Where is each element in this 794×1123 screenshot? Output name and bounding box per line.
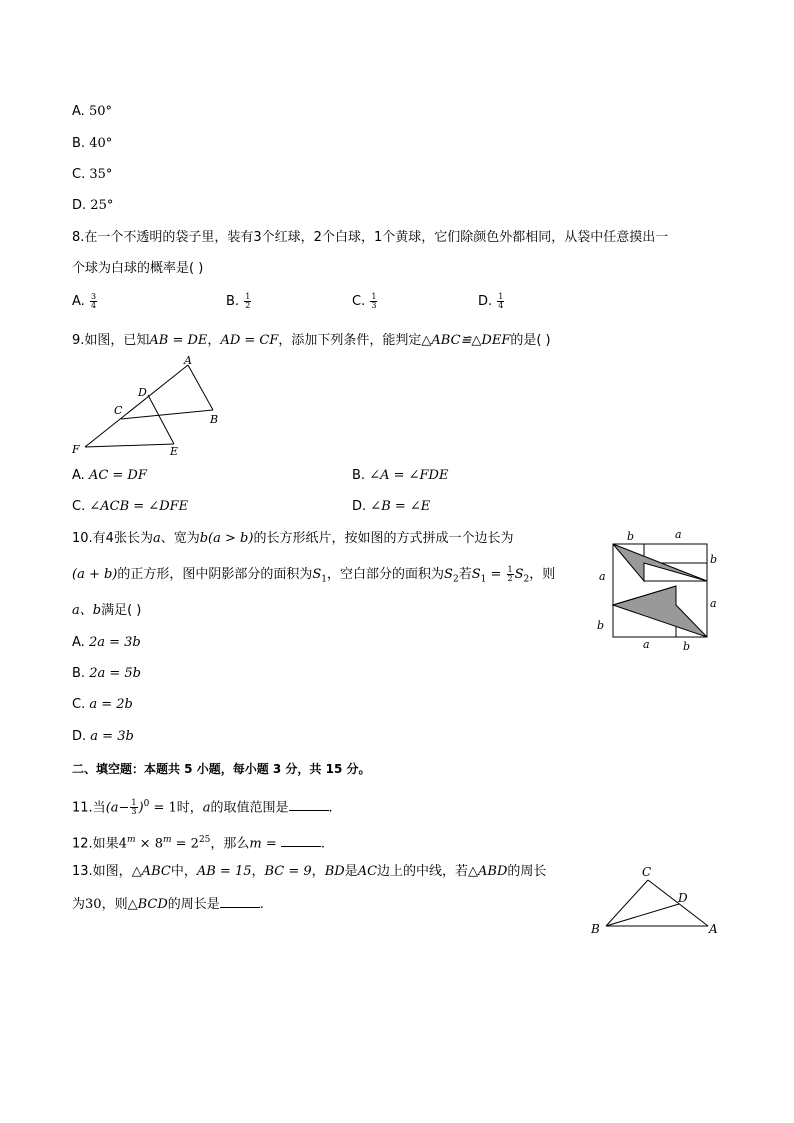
q10-stem-line1: 10.有4张长为a、宽为b(a > b)的长方形纸片，按如图的方式拼成一个边长为 (72, 531, 514, 546)
q10-label-left-b: b (597, 619, 605, 632)
q9-triangle-figure (68, 354, 228, 460)
q8-stem-line1: 8.在一个不透明的袋子里，装有3个红球，2个白球，1个黄球，它们除颜色外都相同，从袋中任意摸出一 (72, 230, 669, 245)
q12-answer-blank[interactable] (281, 834, 321, 847)
q9-option-b: B. ∠A = ∠FDE (352, 468, 449, 483)
q7-option-c: C. 35° (72, 167, 113, 182)
q9-label-f: F (72, 443, 80, 456)
q10-option-b: B. 2a = 5b (72, 666, 141, 681)
q10-label-right-b: b (710, 553, 718, 566)
q8-option-d: D. $\frac{1}{4}$ (478, 292, 504, 310)
q13-label-a: A (709, 922, 718, 936)
q10-label-top-a: a (675, 528, 682, 541)
section-2-title: 二、填空题：本题共 5 小题，每小题 3 分，共 15 分。 (72, 762, 371, 776)
q10-stem-line3: a、b满足( ) (72, 603, 142, 618)
q9-option-a: A. AC = DF (72, 468, 147, 483)
q13-stem-line2: 为30，则△BCD的周长是 . (72, 897, 264, 912)
q11-stem: 11.当(a− $\frac{1}{3}$ )$^0$ = 1时，a的取值范围是 . (72, 798, 333, 817)
q10-label-left-a: a (599, 570, 606, 583)
q8-option-b: B. $\frac{1}{2}$ (226, 292, 251, 310)
q7-option-b: B. 40° (72, 136, 113, 151)
q9-label-a: A (184, 354, 192, 367)
q10-label-bottom-b: b (683, 640, 691, 653)
q10-label-right-a: a (710, 597, 717, 610)
q11-answer-blank[interactable] (289, 798, 329, 811)
q8-stem-line2: 个球为白球的概率是( ) (72, 261, 204, 276)
q13-label-b: B (591, 922, 600, 936)
q9-label-e: E (170, 445, 179, 458)
q10-option-a: A. 2a = 3b (72, 635, 141, 650)
q9-option-c: C. ∠ACB = ∠DFE (72, 499, 189, 514)
q9-option-d: D. ∠B = ∠E (352, 499, 431, 514)
q9-label-b: B (210, 413, 219, 426)
q10-label-bottom-a: a (643, 638, 650, 651)
q7-option-a: A. 50° (72, 104, 112, 119)
q13-answer-blank[interactable] (220, 895, 260, 908)
q10-option-c: C. a = 2b (72, 697, 133, 712)
q9-label-c: C (114, 404, 123, 417)
q13-label-d: D (678, 891, 688, 905)
q8-option-a: A. $\frac{3}{4}$ (72, 292, 97, 310)
q13-triangle-figure (588, 862, 728, 940)
q13-label-c: C (642, 865, 652, 879)
q10-square-figure (592, 526, 722, 656)
q7-option-d: D. 25° (72, 198, 114, 213)
q12-stem: 12.如果$4^m \times 8^m = 2^{25}$，那么m = . (72, 835, 326, 852)
q8-option-c: C. $\frac{1}{3}$ (352, 292, 377, 310)
q10-label-top-b: b (627, 530, 635, 543)
q9-stem: 9.如图，已知AB = DE，AD = CF，添加下列条件，能判定△ABC≌△DEF的是( ) (72, 333, 551, 348)
q13-stem-line1: 13.如图，△ABC中，AB = 15，BC = 9，BD是AC边上的中线，若△ABD的周长 (72, 864, 547, 879)
q9-label-d: D (138, 386, 147, 399)
q10-option-d: D. a = 3b (72, 729, 134, 744)
q10-stem-line2: (a + b)的正方形，图中阴影部分的面积为$S_1$，空白部分的面积为$S_2$若$S_1$ = $\frac{1}{2}$ $S_2$，则 (72, 565, 556, 585)
